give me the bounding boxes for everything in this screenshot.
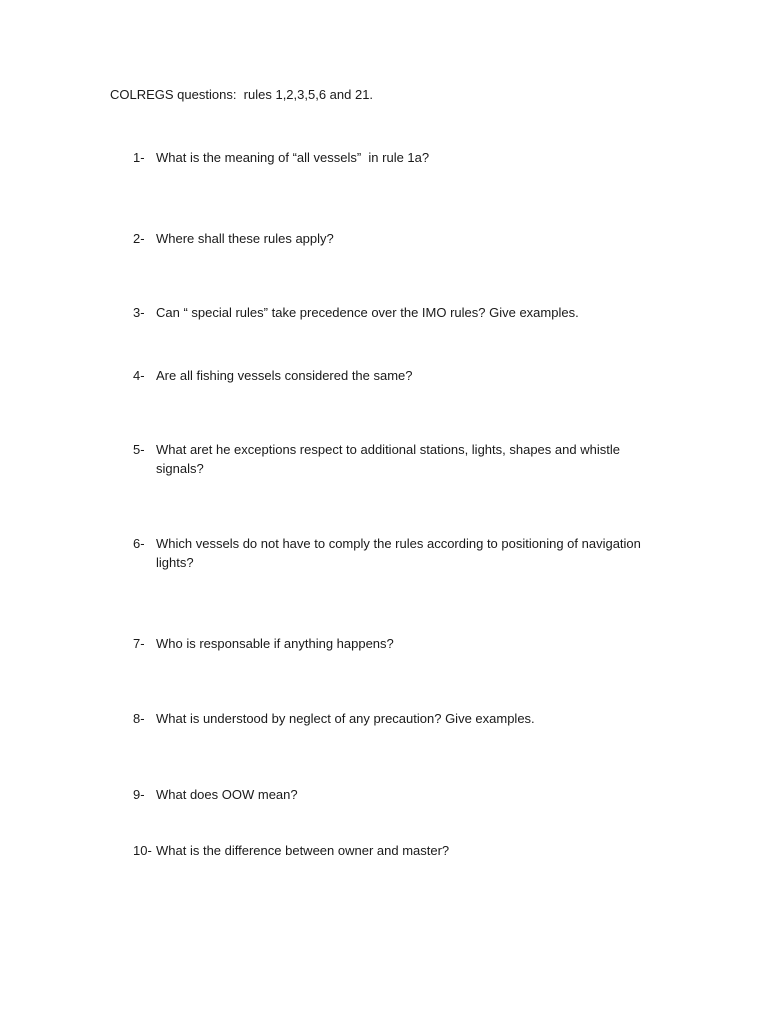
question-text: What is the meaning of “all vessels” in rule 1a? (156, 150, 430, 165)
question-text: Can “ special rules” take precedence over the IMO rules? Give examples. (156, 305, 579, 320)
question-number: 9- (133, 787, 145, 802)
question-number: 8- (133, 711, 145, 726)
question-number: 3- (133, 305, 145, 320)
question-text: Who is responsable if anything happens? (156, 636, 394, 651)
question-number: 7- (133, 636, 145, 651)
question-text: Where shall these rules apply? (156, 231, 334, 246)
question-text: What is understood by neglect of any precaution? Give examples. (156, 711, 535, 726)
question-number: 5- (133, 442, 145, 457)
question-number: 6- (133, 536, 145, 551)
question-number: 10- (133, 843, 152, 858)
question-text: What does OOW mean? (156, 787, 298, 802)
question-text: What is the difference between owner and master? (156, 843, 450, 858)
question-text: What aret he exceptions respect to additional stations, lights, shapes and whistle signals? (156, 442, 624, 476)
question-number: 2- (133, 231, 145, 246)
question-number: 1- (133, 150, 145, 165)
question-number: 4- (133, 368, 145, 383)
question-text: Which vessels do not have to comply the rules according to positioning of navigation lights? (156, 536, 645, 570)
document-title: COLREGS questions: rules 1,2,3,5,6 and 21. (110, 87, 374, 102)
question-text: Are all fishing vessels considered the same? (156, 368, 413, 383)
